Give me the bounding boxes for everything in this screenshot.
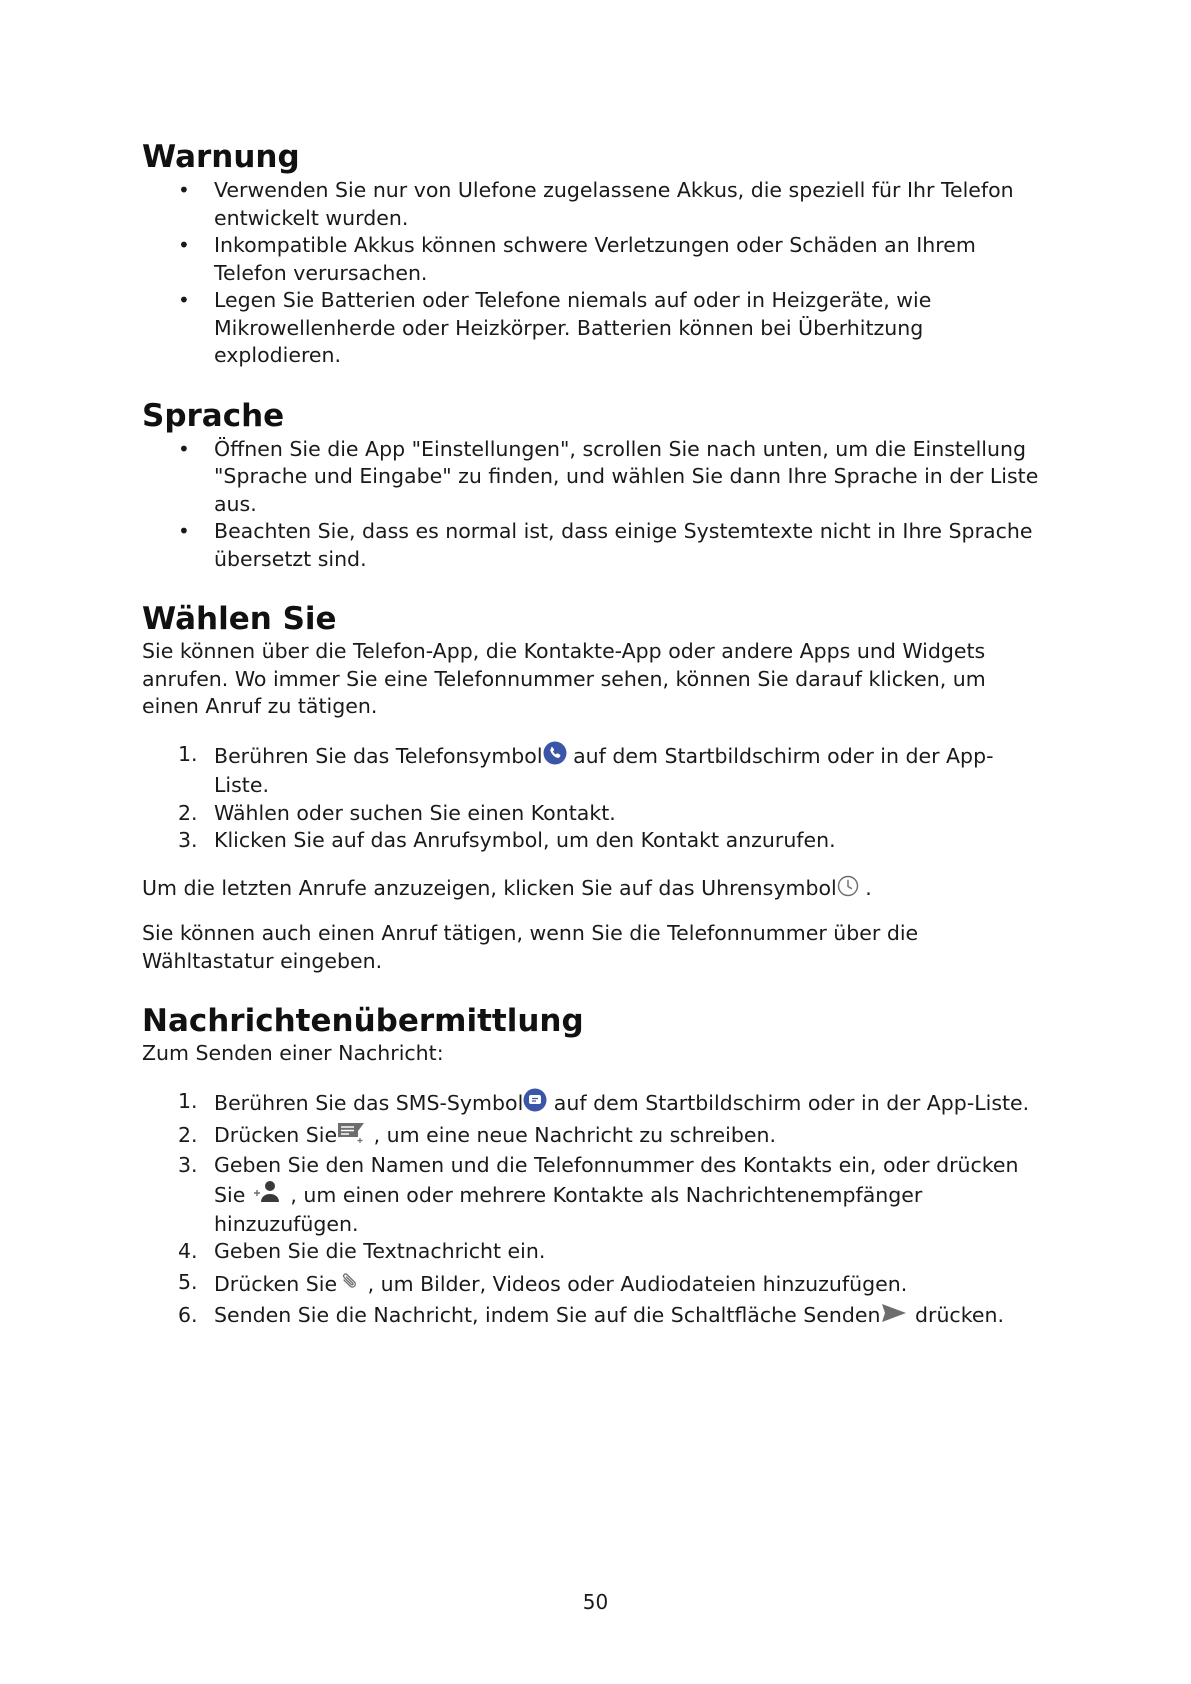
section-warnung — [142, 138, 1047, 370]
list-item: • Beachten Sie, dass es normal ist, dass einige Systemtexte nicht in Ihre Sprache übersetzt sind. — [142, 518, 1047, 573]
step-number: 6. — [178, 1303, 198, 1327]
list-item: 3. Klicken Sie auf das Anrufsymbol, um den Kontakt anzurufen. — [142, 827, 1047, 855]
waehlen-intro: Sie können über die Telefon-App, die Kontakte-App oder andere Apps und Widgets anrufen. Wo immer Sie eine Telefonnummer sehen, können Sie darauf klicken, um einen Anruf zu tätigen. — [142, 639, 986, 718]
list-item: • Inkompatible Akkus können schwere Verletzungen oder Schäden an Ihrem Telefon verursachen. — [142, 232, 1047, 287]
list-item: 4. Geben Sie die Textnachricht ein. — [142, 1238, 1047, 1266]
step-number: 5. — [178, 1269, 198, 1294]
list-item: • Legen Sie Batterien oder Telefone niemals auf oder in Heizgeräte, wie Mikrowellenherde oder Heizkörper. Batterien können bei Überhitzung explodieren. — [142, 287, 1047, 370]
new-message-icon — [337, 1122, 367, 1152]
list-item: • Verwenden Sie nur von Ulefone zugelassene Akkus, die speziell für Ihr Telefon entwickelt wurden. — [142, 177, 1047, 232]
section-waehlen — [142, 600, 1047, 975]
phone-icon — [543, 741, 567, 773]
nachrichten-steps — [142, 1088, 1047, 1332]
list-item: 2. Wählen oder suchen Sie einen Kontakt. — [142, 800, 1047, 828]
step-number: 3. — [178, 1152, 198, 1177]
clock-icon — [837, 875, 859, 905]
heading-warnung: Warnung — [142, 139, 300, 175]
sms-icon — [523, 1088, 547, 1120]
page-number: 50 — [582, 1590, 609, 1614]
list-item: 2. Drücken Sie , um eine neue Nachricht zu schreiben. — [142, 1122, 1047, 1152]
step-number: 2. — [178, 1123, 198, 1147]
nachrichten-intro: Zum Senden einer Nachricht: — [142, 1041, 444, 1065]
waehlen-keypad: Sie können auch einen Anruf tätigen, wenn Sie die Telefonnummer über die Wähltastatur eingeben. — [142, 921, 919, 973]
add-contact-icon — [252, 1179, 284, 1211]
send-icon — [880, 1302, 908, 1332]
list-item: 6. Senden Sie die Nachricht, indem Sie auf die Schaltfläche Senden drücken. — [142, 1302, 1047, 1332]
section-sprache — [142, 397, 1047, 574]
step-number: 1. — [178, 741, 198, 766]
list-item: • Öffnen Sie die App "Einstellungen", scrollen Sie nach unten, um die Einstellung "Sprache und Eingabe" zu finden, und wählen Sie dann Ihre Sprache in der Liste aus. — [142, 436, 1047, 519]
waehlen-recent: Um die letzten Anrufe anzuzeigen, klicken Sie auf das Uhrensymbol . — [142, 875, 1047, 905]
waehlen-steps — [142, 741, 1047, 855]
list-item: 1. Berühren Sie das Telefonsymbol auf dem Startbildschirm oder in der App-Liste. — [178, 741, 994, 797]
list-item: 3. Geben Sie den Namen und die Telefonnummer des Kontakts ein, oder drücken Sie , um einen oder mehrere Kontakte als Nachrichtenempfänger hinzuzufügen. — [178, 1152, 1019, 1236]
list-item: 1. Berühren Sie das SMS-Symbol auf dem Startbildschirm oder in der App-Liste. — [142, 1088, 1047, 1120]
warnung-list — [142, 177, 1047, 370]
page-content — [142, 138, 1047, 1332]
sprache-list — [142, 436, 1047, 574]
step-number: 4. — [178, 1239, 198, 1263]
step-number: 1. — [178, 1088, 198, 1113]
heading-nachrichten: Nachrichtenübermittlung — [142, 1003, 584, 1039]
section-nachrichten — [142, 1002, 1047, 1332]
heading-sprache: Sprache — [142, 397, 285, 434]
list-item: 5. Drücken Sie , um Bilder, Videos oder Audiodateien hinzuzufügen. — [142, 1269, 1047, 1301]
paperclip-icon — [337, 1269, 361, 1301]
step-number: 2. — [178, 800, 198, 825]
heading-waehlen: Wählen Sie — [142, 601, 337, 637]
step-number: 3. — [178, 828, 198, 852]
